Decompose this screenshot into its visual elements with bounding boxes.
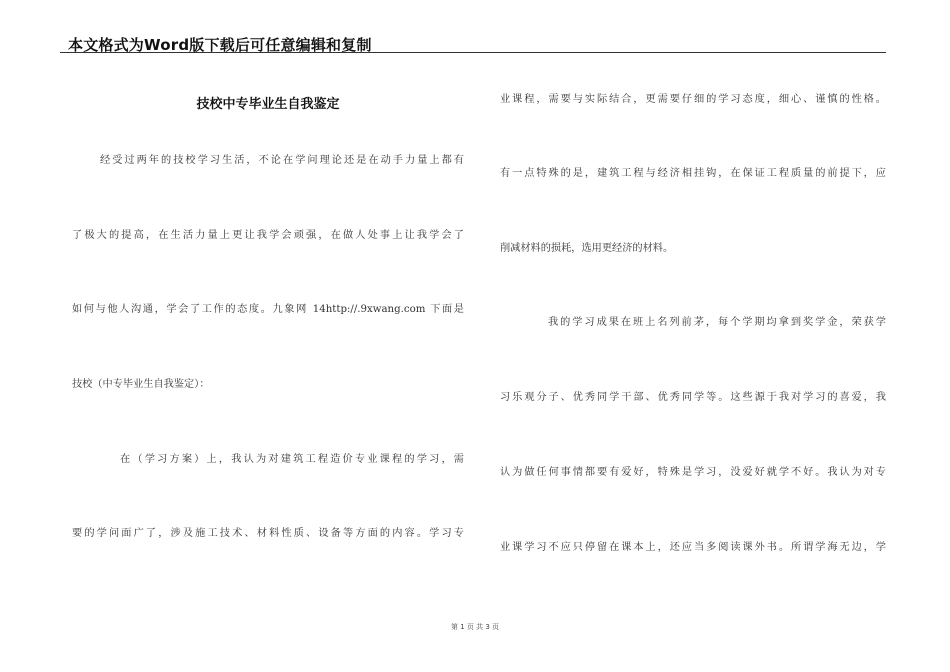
- paragraph-line: 业课学习不应只停留在课本上，还应当多阅读课外书。所谓学海无边，学: [500, 542, 886, 553]
- document-header-note: 本文格式为Word版下载后可任意编辑和复制: [68, 36, 372, 54]
- paragraph-line: 有一点特殊的是，建筑工程与经济相挂钩，在保证工程质量的前提下，应: [500, 168, 886, 179]
- paragraph-line: 技校（中专毕业生自我鉴定）：: [72, 379, 210, 390]
- paragraph-line: 如何与他人沟通，学会了工作的态度。九象网 14http://.9xwang.com 下面是: [72, 304, 464, 315]
- paragraph-line: 习乐观分子、优秀同学干部、优秀同学等。这些源于我对学习的喜爱，我: [500, 392, 886, 403]
- header-divider: [60, 52, 886, 53]
- paragraph-line: 在（学习方案）上，我认为对建筑工程造价专业课程的学习，需: [120, 454, 464, 465]
- paragraph-line: 经受过两年的技校学习生活，不论在学问理论还是在动手力量上都有: [100, 155, 464, 166]
- paragraph-line: 了极大的提高，在生活力量上更让我学会顽强，在做人处事上让我学会了: [72, 230, 464, 241]
- paragraph-line: 要的学问面广了，涉及施工技术、材料性质、设备等方面的内容。学习专: [72, 528, 464, 539]
- document-title: 技校中专毕业生自我鉴定: [196, 97, 340, 112]
- paragraph-line: 业课程，需要与实际结合，更需要仔细的学习态度，细心、谨慎的性格。: [500, 94, 886, 105]
- paragraph-line: 认为做任何事情都要有爱好，特殊是学习，没爱好就学不好。我认为对专: [500, 467, 886, 478]
- paragraph-line: 我的学习成果在班上名列前茅，每个学期均拿到奖学金，荣获学: [548, 317, 886, 328]
- page-number: 第 1 页 共 3 页: [450, 623, 500, 631]
- paragraph-line: 削减材料的损耗，选用更经济的材料。: [500, 243, 674, 254]
